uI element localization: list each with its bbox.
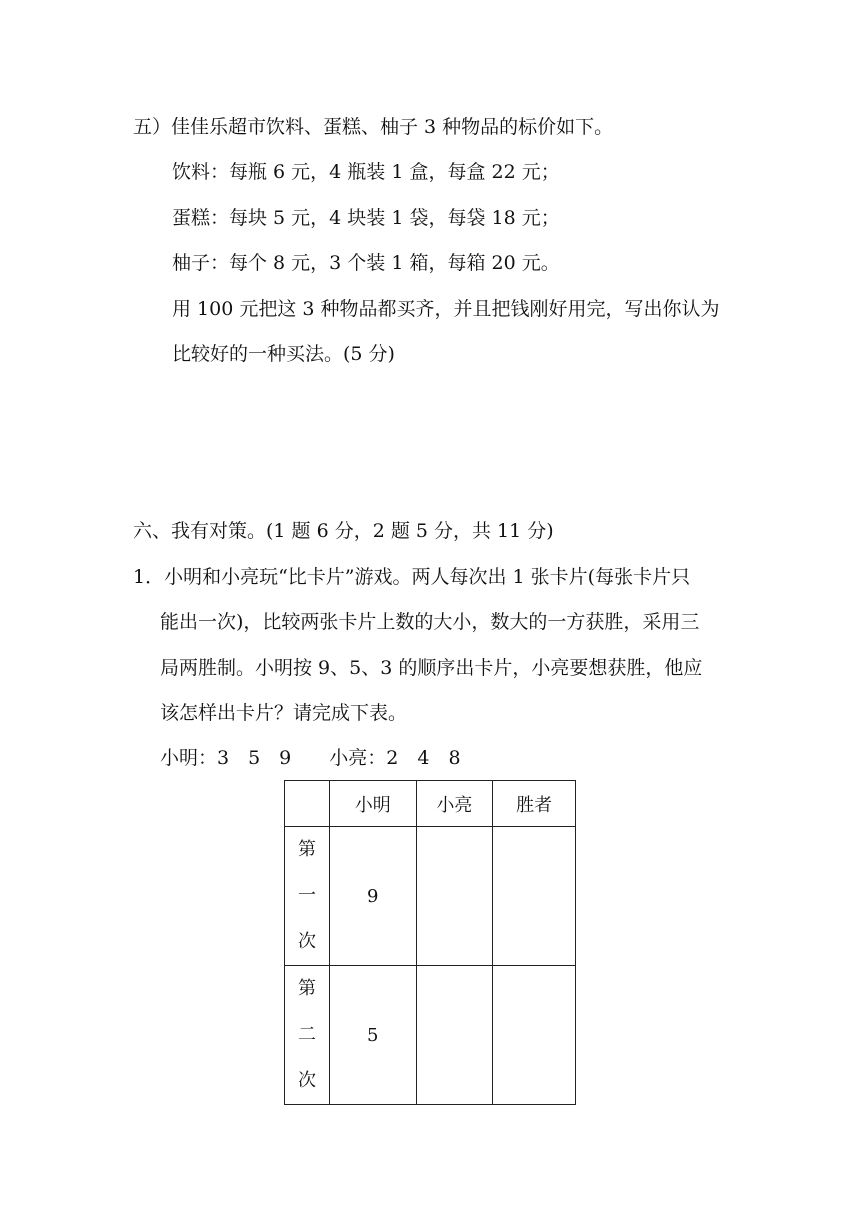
cell-winner[interactable] — [493, 966, 576, 1105]
cell-xiaoliang[interactable] — [416, 827, 493, 966]
header-xiaoming: 小明 — [329, 781, 416, 827]
header-empty — [285, 781, 330, 827]
game-table — [284, 780, 576, 1105]
round-label-char: 第 — [297, 839, 316, 860]
round-label-char: 第 — [297, 978, 316, 999]
section5-question-line1: 用 100 元把这 3 种物品都买齐，并且把钱刚好用完，写出你认为 — [172, 298, 720, 320]
round-label-char: 一 — [297, 885, 316, 906]
section5-intro: 五）佳佳乐超市饮料、蛋糕、柚子 3 种物品的标价如下。 — [133, 116, 614, 138]
cell-winner[interactable] — [493, 827, 576, 966]
q1-line3: 局两胜制。小明按 9、5、3 的顺序出卡片，小亮要想获胜，他应 — [160, 657, 703, 679]
q1-line1: 1．小明和小亮玩“比卡片”游戏。两人每次出 1 张卡片(每张卡片只 — [133, 566, 691, 588]
cards-line: 小明：3 5 9 小亮：2 4 8 — [160, 747, 461, 769]
cell-xiaoming: 5 — [329, 966, 416, 1105]
round-label — [285, 966, 330, 1105]
q1-line4: 该怎样出卡片？请完成下表。 — [160, 702, 408, 724]
cell-xiaoming: 9 — [329, 827, 416, 966]
table-row — [285, 827, 576, 966]
header-winner: 胜者 — [493, 781, 576, 827]
section6-heading: 六、我有对策。(1 题 6 分，2 题 5 分，共 11 分) — [133, 520, 554, 542]
section5-question-line2: 比较好的一种买法。(5 分) — [172, 343, 395, 365]
q1-line2: 能出一次)，比较两张卡片上数的大小，数大的一方获胜，采用三 — [160, 611, 700, 633]
price-cake: 蛋糕：每块 5 元，4 块装 1 袋，每袋 18 元； — [172, 207, 560, 229]
price-pomelo: 柚子：每个 8 元，3 个装 1 箱，每箱 20 元。 — [172, 252, 560, 274]
round-label — [285, 827, 330, 966]
table-row — [285, 966, 576, 1105]
round-label-char: 二 — [297, 1024, 316, 1045]
round-label-char: 次 — [297, 1070, 316, 1091]
cell-xiaoliang[interactable] — [416, 966, 493, 1105]
header-xiaoliang: 小亮 — [416, 781, 493, 827]
table-header-row — [285, 781, 576, 827]
round-label-char: 次 — [297, 931, 316, 952]
price-drink: 饮料：每瓶 6 元，4 瓶装 1 盒，每盒 22 元； — [172, 161, 560, 183]
